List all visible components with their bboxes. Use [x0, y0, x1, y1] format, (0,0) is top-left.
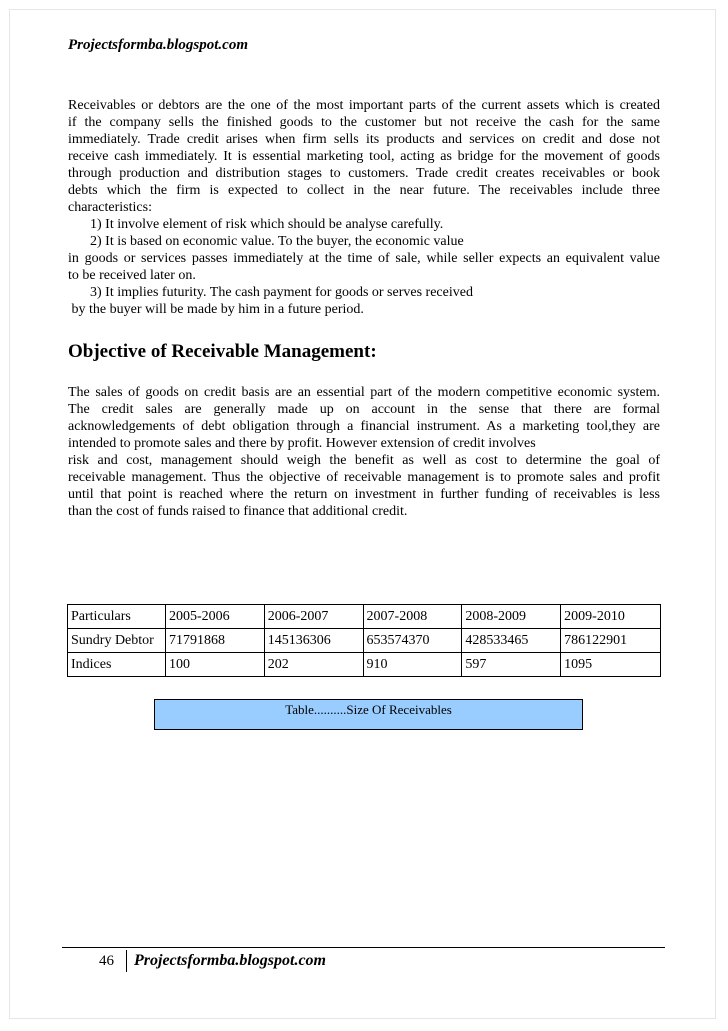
- table-row: [68, 629, 661, 653]
- text-line: until that point is reached where the return on investment in further funding of receivables is less: [68, 487, 660, 502]
- text-line: receive cash immediately. It is essential marketing tool, acting as bridge for the movement of goods: [68, 149, 660, 164]
- table-cell: Indices: [68, 653, 166, 677]
- text-line: in goods or services passes immediately at the time of sale, while seller expects an equivalent value: [68, 251, 660, 266]
- footer-divider: [126, 950, 127, 972]
- table-cell: 71791868: [165, 629, 264, 653]
- section-heading: Objective of Receivable Management:: [68, 341, 377, 362]
- table-caption: Table..........Size Of Receivables: [154, 699, 583, 730]
- table-cell: 2008-2009: [462, 605, 561, 629]
- table-cell: Particulars: [68, 605, 166, 629]
- section-paragraph: [68, 384, 660, 520]
- table-cell: 100: [165, 653, 264, 677]
- list-item: 3) It implies futurity. The cash payment for goods or serves received: [90, 285, 473, 300]
- table-cell: 653574370: [363, 629, 462, 653]
- table-row: [68, 653, 661, 677]
- text-line: The sales of goods on credit basis are an essential part of the modern competitive economic system.: [68, 385, 660, 400]
- text-line: through production and distribution stages to customers. Trade credit creates receivables or book: [68, 166, 660, 181]
- text-line: risk and cost, management should weigh the benefit as well as cost to determine the goal of: [68, 453, 660, 468]
- footer-rule: [62, 947, 665, 948]
- text-line: by the buyer will be made by him in a future period.: [68, 302, 364, 317]
- table-cell: 2005-2006: [165, 605, 264, 629]
- table-cell: 428533465: [462, 629, 561, 653]
- intro-paragraph: [68, 97, 660, 318]
- page-number: 46: [99, 953, 114, 969]
- table-cell: 1095: [561, 653, 661, 677]
- table-cell: 202: [264, 653, 363, 677]
- table-header-row: [68, 605, 661, 629]
- text-line: debts which the firm is expected to collect in the near future. The receivables include three: [68, 183, 660, 198]
- text-line: characteristics:: [68, 200, 152, 215]
- footer-site: Projectsformba.blogspot.com: [134, 952, 326, 969]
- table-cell: 2006-2007: [264, 605, 363, 629]
- text-line: immediately. Trade credit arises when firm sells its products and services on credit and dose not: [68, 132, 660, 147]
- receivables-table: [67, 604, 661, 677]
- text-line: if the company sells the finished goods to the customer but not receive the cash for the same: [68, 115, 660, 130]
- table-cell: 2009-2010: [561, 605, 661, 629]
- list-item: 1) It involve element of risk which should be analyse carefully.: [90, 217, 444, 232]
- table-cell: 597: [462, 653, 561, 677]
- table-cell: 786122901: [561, 629, 661, 653]
- table-cell: Sundry Debtor: [68, 629, 166, 653]
- table-cell: 910: [363, 653, 462, 677]
- text-line: acknowledgements of debt obligation through a financial instrument. As a marketing tool,they are: [68, 419, 660, 434]
- list-item: 2) It is based on economic value. To the buyer, the economic value: [90, 234, 464, 249]
- text-line: to be received later on.: [68, 268, 196, 283]
- text-line: receivable management. Thus the objective of receivable management is to promote sales and profit: [68, 470, 660, 485]
- text-line: The credit sales are generally made up on account in the sense that there are formal: [68, 402, 660, 417]
- text-line: intended to promote sales and there by profit. However extension of credit involves: [68, 436, 536, 451]
- table-cell: 2007-2008: [363, 605, 462, 629]
- page-header: Projectsformba.blogspot.com: [68, 37, 248, 53]
- table-cell: 145136306: [264, 629, 363, 653]
- text-line: Receivables or debtors are the one of the most important parts of the current assets which is created: [68, 98, 660, 113]
- text-line: than the cost of funds raised to finance that additional credit.: [68, 504, 408, 519]
